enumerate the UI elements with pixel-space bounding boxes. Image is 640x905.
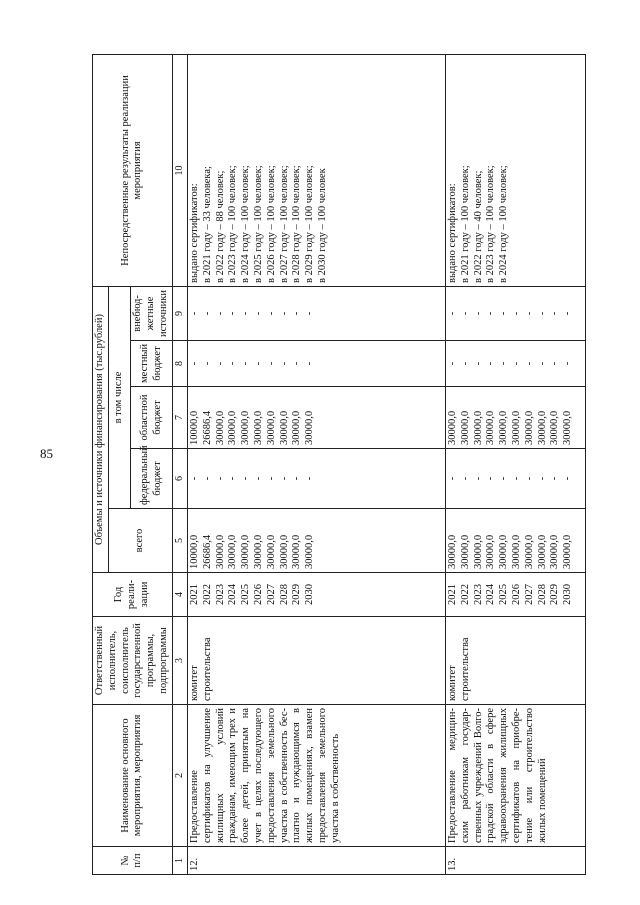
col-number: 9 bbox=[172, 286, 187, 340]
federal-values: - - - - - - - - - - bbox=[187, 449, 445, 509]
executor: комитет строительства bbox=[187, 617, 445, 705]
page-number: 85 bbox=[40, 446, 53, 461]
col-number: 4 bbox=[172, 573, 187, 617]
header-including: в том числе bbox=[108, 286, 131, 508]
header-total: всего bbox=[108, 509, 172, 573]
regional-values: 30000,0 30000,0 30000,0 30000,0 30000,0 30000,0 30000,0 30000,0 30000,0 30000,0 bbox=[445, 387, 585, 449]
col-number: 8 bbox=[172, 341, 187, 387]
local-values: - - - - - - - - - - bbox=[445, 341, 585, 387]
header-local: местный бюджет bbox=[131, 341, 172, 387]
program-activities-table bbox=[92, 54, 586, 875]
row-number: 12. bbox=[187, 847, 445, 875]
landscape-content bbox=[92, 55, 640, 875]
activity-name: Предоставление сертификатов на улучшение жилищных условий гражданам, имеющим трех и более детей, принятым на учет в целях последующего предоставления земельного участка в собственность бес-платно и нуждающимся в жилых помещениях, взамен предоставления земельного участка в собственность bbox=[187, 705, 445, 847]
header-num: № п/п bbox=[93, 847, 173, 875]
local-values: - - - - - - - - - - bbox=[187, 341, 445, 387]
results-text: выдано сертификатов: в 2021 году – 33 человека; в 2022 году – 88 человек; в 2023 году – 100 человек; в 2024 году – 100 человек; в 2025 году – 100 человек; в 2026 году – 100 человек; в 2027 году – 100 человек; в 2028 году – 100 человек; в 2029 году – 100 человек; в 2030 году – 100 человек bbox=[187, 54, 445, 286]
federal-values: - - - - - - - - - - bbox=[445, 449, 585, 509]
extra-values: - - - - - - - - - - bbox=[187, 286, 445, 340]
header-results: Непосредственные результаты реализации мероприятия bbox=[93, 54, 173, 286]
column-number-row bbox=[172, 54, 187, 874]
col-number: 2 bbox=[172, 705, 187, 847]
total-values: 10000,0 26686,4 30000,0 30000,0 30000,0 30000,0 30000,0 30000,0 30000,0 30000,0 bbox=[187, 509, 445, 573]
header-funding: Объемы и источники финансирования (тыс.рублей) bbox=[93, 286, 109, 572]
rotated-page bbox=[92, 55, 640, 875]
table-row bbox=[445, 54, 585, 874]
header-year: Год реали-зации bbox=[93, 573, 173, 617]
col-number: 6 bbox=[172, 449, 187, 509]
header-extra: внебюд-жетные источники bbox=[131, 286, 172, 340]
header-name: Наименование основного мероприятия, мероприятия bbox=[93, 705, 173, 847]
header-federal: федеральный бюджет bbox=[131, 449, 172, 509]
activity-name: Предоставление медицин-ским работникам государ-ственных учреждений Волго-градской области в сфере здравоохранения жилищных сертификатов на приобре-тение или строительство жилых помещений bbox=[445, 705, 585, 847]
col-number: 3 bbox=[172, 617, 187, 705]
col-number: 1 bbox=[172, 847, 187, 875]
header-executor: Ответственный исполнитель, соисполнитель государственной программы, подпрограммы bbox=[93, 617, 173, 705]
years-list: 2021 2022 2023 2024 2025 2026 2027 2028 2029 2030 bbox=[445, 573, 585, 617]
extra-values: - - - - - - - - - - bbox=[445, 286, 585, 340]
row-number: 13. bbox=[445, 847, 585, 875]
executor: комитет строительства bbox=[445, 617, 585, 705]
header-row-1 bbox=[93, 54, 109, 874]
total-values: 30000,0 30000,0 30000,0 30000,0 30000,0 30000,0 30000,0 30000,0 30000,0 30000,0 bbox=[445, 509, 585, 573]
results-text: выдано сертификатов: в 2021 году – 100 человек; в 2022 году – 40 человек; в 2023 году – 100 человек; в 2024 году – 100 человек; bbox=[445, 54, 585, 286]
col-number: 7 bbox=[172, 387, 187, 449]
col-number: 5 bbox=[172, 509, 187, 573]
col-number: 10 bbox=[172, 54, 187, 286]
regional-values: 10000,0 26686,4 30000,0 30000,0 30000,0 30000,0 30000,0 30000,0 30000,0 30000,0 bbox=[187, 387, 445, 449]
table-row bbox=[187, 54, 445, 874]
years-list: 2021 2022 2023 2024 2025 2026 2027 2028 2029 2030 bbox=[187, 573, 445, 617]
header-regional: областной бюджет bbox=[131, 387, 172, 449]
